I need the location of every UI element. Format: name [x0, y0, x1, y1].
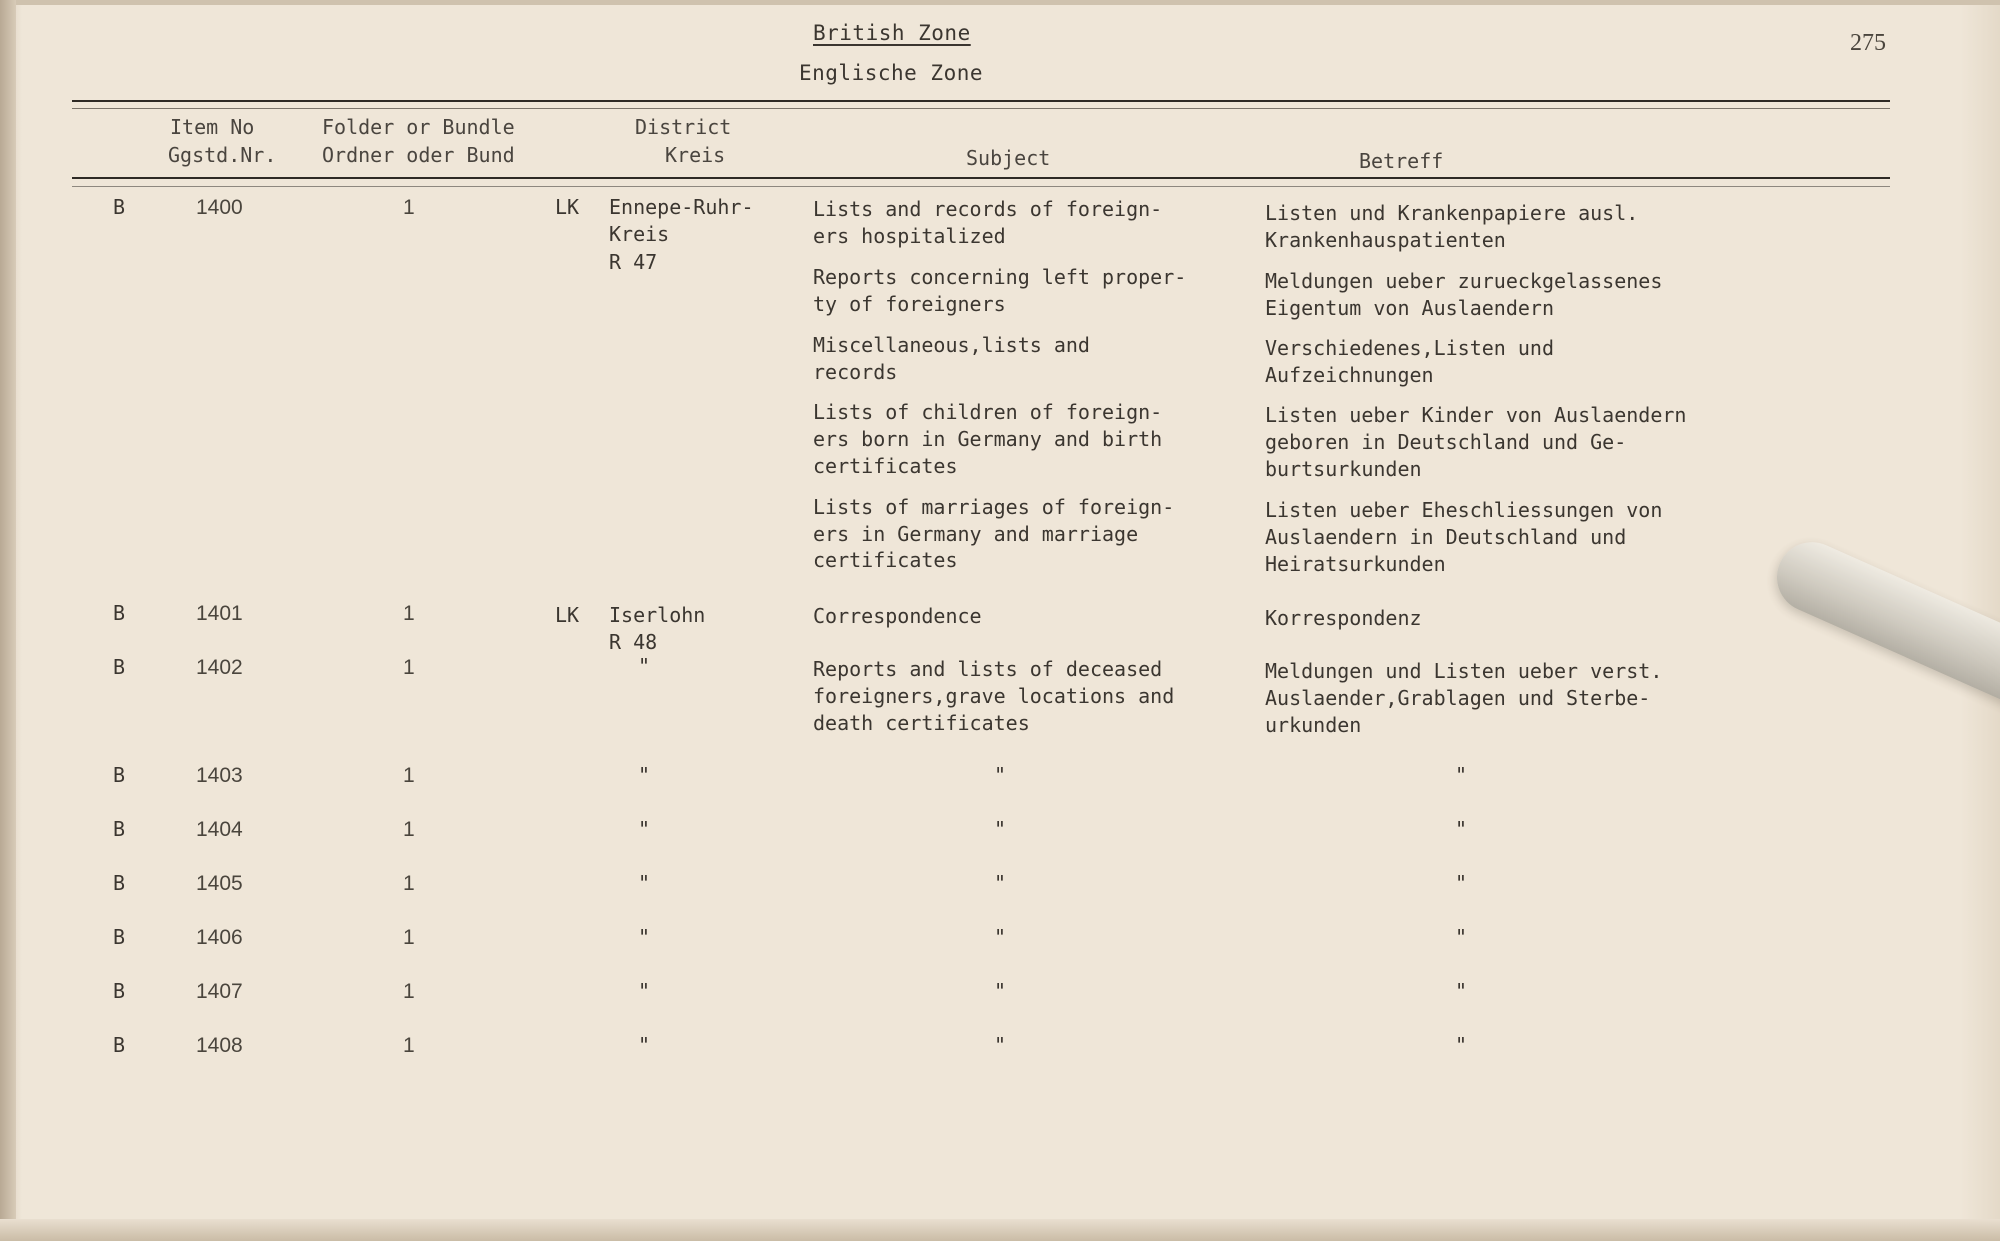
district-ditto: " [638, 817, 651, 841]
folder-count: 1 [403, 926, 415, 949]
betreff-ditto: " [1455, 925, 1468, 949]
item-number: 1405 [196, 872, 243, 895]
subject-line: ers in Germany and marriage [813, 522, 1139, 546]
subject-line: ers hospitalized [813, 224, 1006, 248]
district-ditto: " [638, 979, 651, 1003]
column-header-item-en: Item No [170, 115, 255, 139]
zone-subtitle: Englische Zone [799, 61, 984, 85]
betreff-line: Listen und Krankenpapiere ausl. [1265, 201, 1639, 225]
betreff-line: geboren in Deutschland und Ge- [1265, 430, 1627, 454]
item-number: 1408 [196, 1034, 243, 1057]
betreff-line: Auslaender,Grablagen und Sterbe- [1265, 686, 1651, 710]
row-prefix: B [113, 601, 126, 625]
district-ditto: " [638, 763, 651, 787]
item-number: 1404 [196, 818, 243, 841]
row-prefix: B [113, 655, 126, 679]
column-header-district-en: District [635, 115, 732, 139]
subject-ditto: " [994, 817, 1007, 841]
folder-count: 1 [403, 1034, 415, 1057]
district-line: Kreis [609, 222, 670, 246]
betreff-line: Korrespondenz [1265, 606, 1422, 630]
row-prefix: B [113, 1033, 126, 1057]
betreff-line: Heiratsurkunden [1265, 552, 1446, 576]
column-header-district-de: Kreis [665, 143, 726, 167]
district-ditto: " [638, 654, 651, 678]
subject-ditto: " [994, 1033, 1007, 1057]
row-prefix: B [113, 871, 126, 895]
column-header-betreff: Betreff [1359, 149, 1444, 173]
betreff-line: Aufzeichnungen [1265, 363, 1434, 387]
district-type: LK [555, 195, 580, 219]
subject-line: Lists of marriages of foreign- [813, 495, 1175, 519]
subject-ditto: " [994, 979, 1007, 1003]
betreff-line: Meldungen und Listen ueber verst. [1265, 659, 1663, 683]
betreff-line: Krankenhauspatienten [1265, 228, 1506, 252]
district-line: R 48 [609, 630, 658, 654]
folder-count: 1 [403, 196, 415, 219]
column-header-item-de: Ggstd.Nr. [168, 143, 277, 167]
folder-count: 1 [403, 656, 415, 679]
betreff-ditto: " [1455, 1033, 1468, 1057]
column-header-subject: Subject [966, 146, 1051, 170]
district-line: R 47 [609, 250, 658, 274]
subject-line: Lists of children of foreign- [813, 400, 1163, 424]
item-number: 1407 [196, 980, 243, 1003]
folder-count: 1 [403, 764, 415, 787]
subject-line: foreigners,grave locations and [813, 684, 1175, 708]
subject-line: ers born in Germany and birth [813, 427, 1163, 451]
betreff-line: Meldungen ueber zurueckgelassenes [1265, 269, 1663, 293]
column-header-folder-en: Folder or Bundle [322, 115, 515, 139]
header-bottom-rule [72, 177, 1890, 179]
folder-count: 1 [403, 980, 415, 1003]
page-holder-tool [1766, 531, 2000, 709]
subject-ditto: " [994, 925, 1007, 949]
betreff-line: Auslaendern in Deutschland und [1265, 525, 1627, 549]
district-line: Ennepe-Ruhr- [609, 195, 754, 219]
betreff-line: burtsurkunden [1265, 457, 1422, 481]
subject-line: records [813, 360, 898, 384]
district-ditto: " [638, 925, 651, 949]
column-header-folder-de: Ordner oder Bund [322, 143, 515, 167]
subject-line: Correspondence [813, 604, 982, 628]
header-top-rule-thin [72, 108, 1890, 109]
item-number: 1406 [196, 926, 243, 949]
district-type: LK [555, 603, 580, 627]
subject-ditto: " [994, 871, 1007, 895]
subject-line: certificates [813, 548, 958, 572]
folder-count: 1 [403, 818, 415, 841]
subject-line: death certificates [813, 711, 1030, 735]
page-top-edge [0, 0, 2000, 5]
betreff-line: urkunden [1265, 713, 1362, 737]
folder-count: 1 [403, 872, 415, 895]
betreff-line: Listen ueber Kinder von Auslaendern [1265, 403, 1687, 427]
row-prefix: B [113, 817, 126, 841]
district-ditto: " [638, 1033, 651, 1057]
row-prefix: B [113, 979, 126, 1003]
betreff-line: Listen ueber Eheschliessungen von [1265, 498, 1663, 522]
page-bottom-edge [0, 1219, 2000, 1241]
item-number: 1400 [196, 196, 243, 219]
betreff-ditto: " [1455, 817, 1468, 841]
zone-title: British Zone [813, 21, 971, 45]
subject-line: Reports and lists of deceased [813, 657, 1163, 681]
betreff-ditto: " [1455, 979, 1468, 1003]
subject-line: Miscellaneous,lists and [813, 333, 1090, 357]
betreff-line: Verschiedenes,Listen und [1265, 336, 1554, 360]
page-number: 275 [1850, 30, 1886, 56]
page-binding-edge [0, 0, 16, 1241]
betreff-line: Eigentum von Auslaendern [1265, 296, 1554, 320]
district-line: Iserlohn [609, 603, 706, 627]
row-prefix: B [113, 195, 126, 219]
subject-line: ty of foreigners [813, 292, 1006, 316]
item-number: 1403 [196, 764, 243, 787]
row-prefix: B [113, 925, 126, 949]
header-top-rule [72, 100, 1890, 102]
betreff-ditto: " [1455, 763, 1468, 787]
subject-ditto: " [994, 763, 1007, 787]
district-ditto: " [638, 871, 651, 895]
item-number: 1401 [196, 602, 243, 625]
subject-line: Reports concerning left proper- [813, 265, 1187, 289]
row-prefix: B [113, 763, 126, 787]
subject-line: certificates [813, 454, 958, 478]
betreff-ditto: " [1455, 871, 1468, 895]
folder-count: 1 [403, 602, 415, 625]
header-bottom-rule-thin [72, 186, 1890, 187]
item-number: 1402 [196, 656, 243, 679]
subject-line: Lists and records of foreign- [813, 197, 1163, 221]
